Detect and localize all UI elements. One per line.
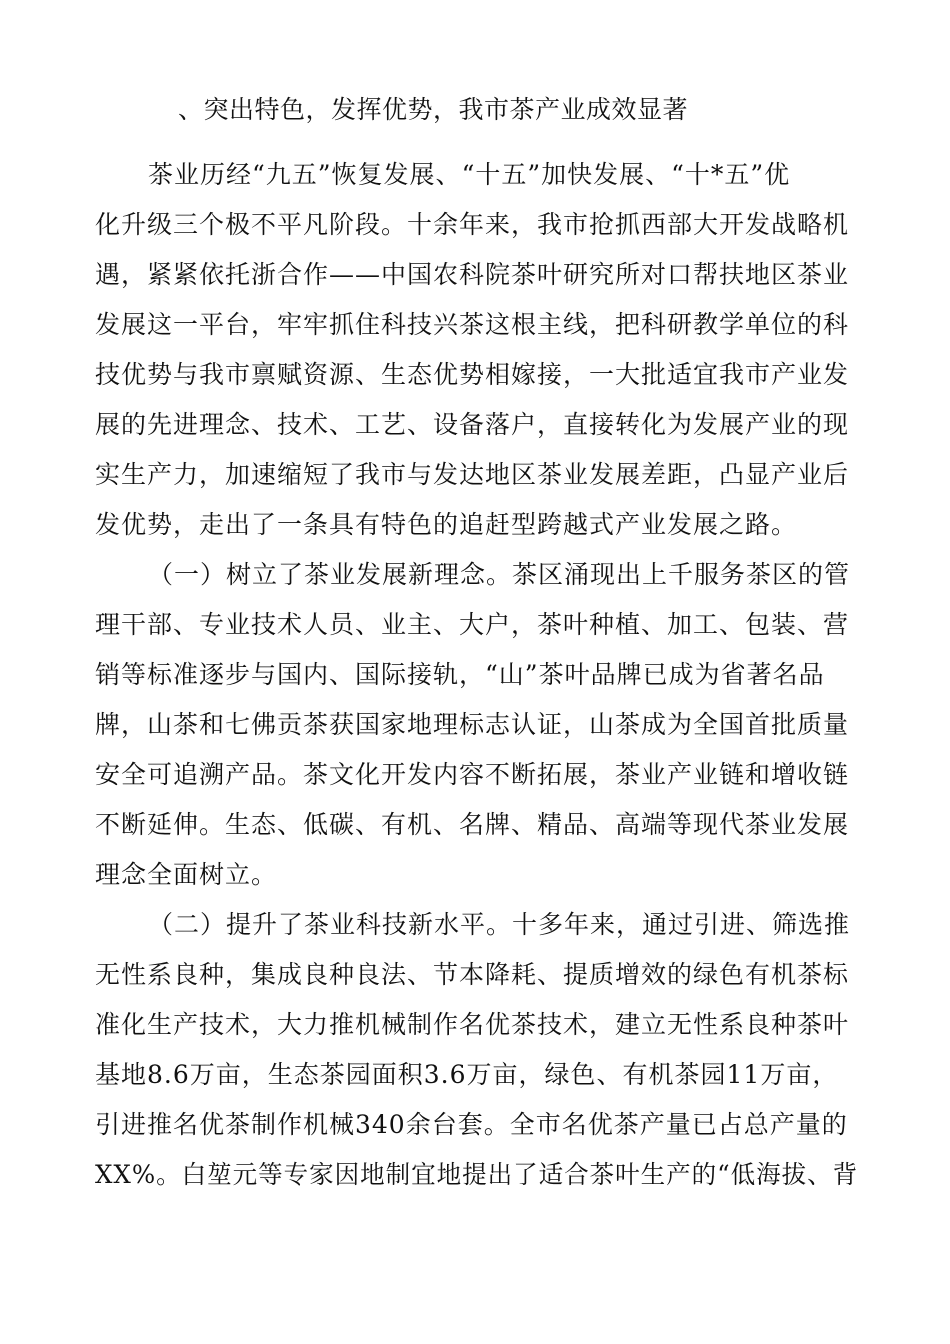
paragraph-1-line-1: 茶业历经“九五”恢复发展、“十五”加快发展、“十*五”优	[148, 160, 791, 189]
paragraph-3-line-1: （二）提升了茶业科技新水平。十多年来，通过引进、筛选推	[148, 910, 851, 939]
paragraph-1-line-6: 展的先进理念、技术、工艺、设备落户，直接转化为发展产业的现	[95, 410, 850, 439]
paragraph-1-line-8: 发优势，走出了一条具有特色的追赶型跨越式产业发展之路。	[95, 510, 798, 539]
paragraph-2-line-6: 不断延伸。生态、低碳、有机、名牌、精品、高端等现代茶业发展	[95, 810, 850, 839]
paragraph-3-line-2: 无性系良种，集成良种良法、节本降耗、提质增效的绿色有机茶标	[95, 960, 850, 989]
section-heading: 、突出特色，发挥优势，我市茶产业成效显著	[178, 95, 689, 124]
paragraph-3-line-3: 准化生产技术，大力推机械制作名优茶技术，建立无性系良种茶叶	[95, 1010, 850, 1039]
paragraph-3-line-5: 引进推名优茶制作机械340余台套。全市名优茶产量已占总产量的	[95, 1110, 848, 1139]
paragraph-2-line-4: 牌，山茶和七佛贡茶获国家地理标志认证，山茶成为全国首批质量	[95, 710, 850, 739]
paragraph-2-line-3: 销等标准逐步与国内、国际接轨，“山”茶叶品牌已成为省著名品	[95, 660, 825, 689]
paragraph-1-line-3: 遇，紧紧依托浙合作——中国农科院茶叶研究所对口帮扶地区茶业	[95, 260, 850, 289]
paragraph-3-line-4: 基地8.6万亩，生态茶园面积3.6万亩，绿色、有机茶园11万亩，	[95, 1060, 839, 1089]
paragraph-2-line-7: 理念全面树立。	[95, 860, 278, 889]
paragraph-1-line-5: 技优势与我市禀赋资源、生态优势相嫁接，一大批适宜我市产业发	[95, 360, 850, 389]
paragraph-2-line-1: （一）树立了茶业发展新理念。茶区涌现出上千服务茶区的管	[148, 560, 851, 589]
paragraph-2-line-2: 理干部、专业技术人员、业主、大户，茶叶种植、加工、包装、营	[95, 610, 850, 639]
paragraph-1-line-4: 发展这一平台，牢牢抓住科技兴茶这根主线，把科研教学单位的科	[95, 310, 850, 339]
paragraph-3-line-6: XX%。白堃元等专家因地制宜地提出了适合茶叶生产的“低海拔、背	[95, 1160, 859, 1189]
paragraph-1-line-7: 实生产力，加速缩短了我市与发达地区茶业发展差距，凸显产业后	[95, 460, 850, 489]
paragraph-2-line-5: 安全可追溯产品。茶文化开发内容不断拓展，茶业产业链和增收链	[95, 760, 850, 789]
paragraph-1-line-2: 化升级三个极不平凡阶段。十余年来，我市抢抓西部大开发战略机	[95, 210, 850, 239]
